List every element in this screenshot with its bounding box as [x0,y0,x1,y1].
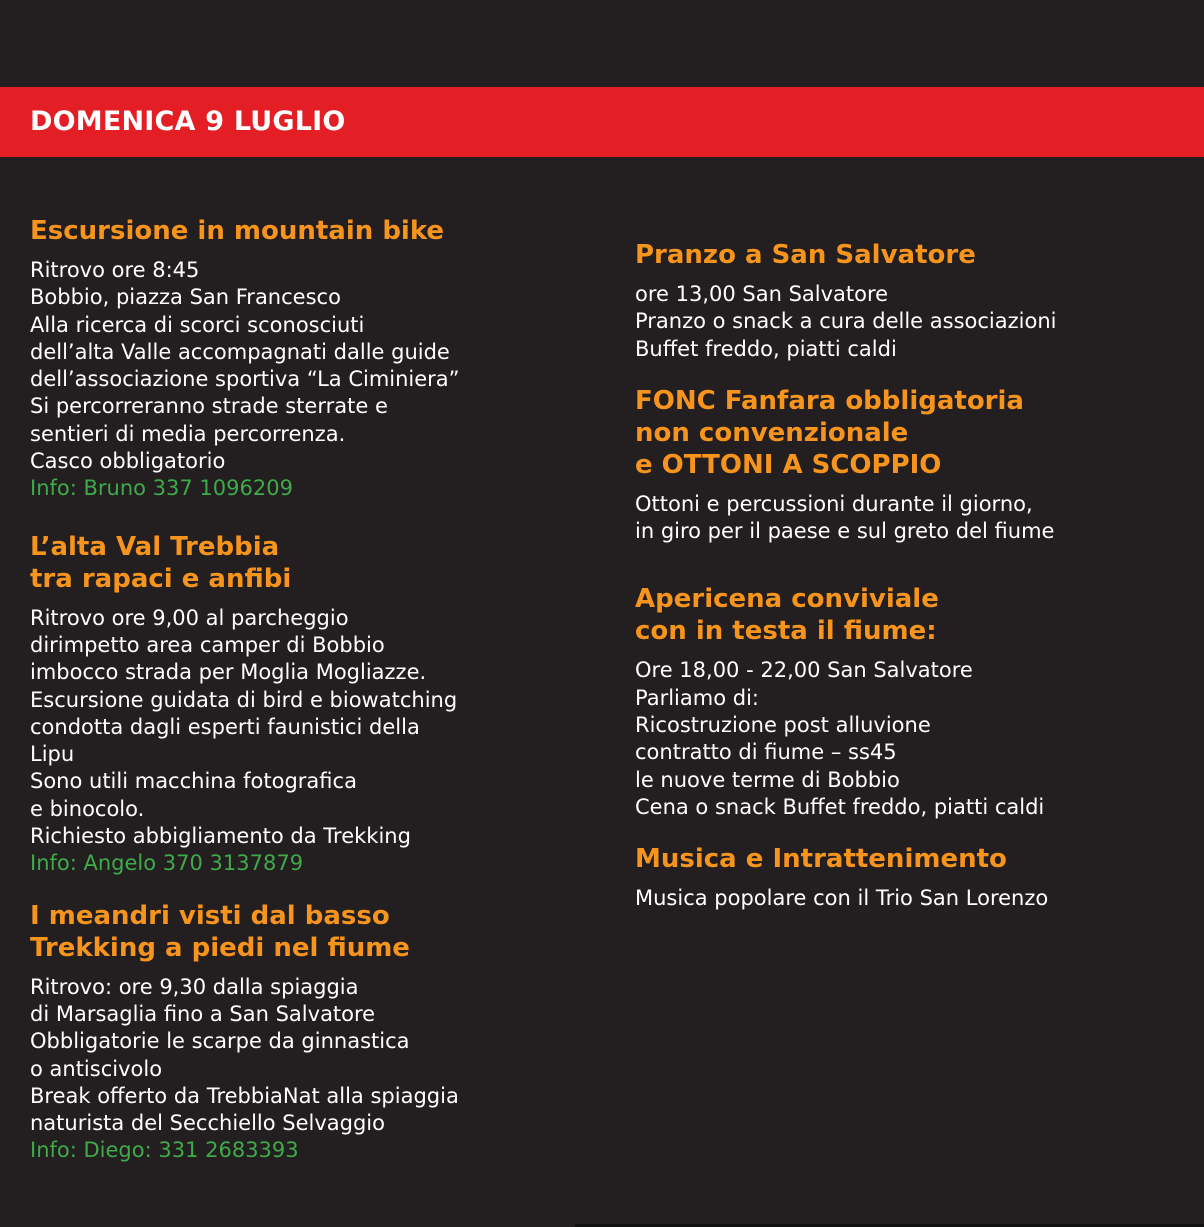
event-title-line: Musica e Intrattenimento [635,844,1007,875]
event-line: sentieri di media percorrenza. [30,421,346,446]
event-title-line: e OTTONI A SCOPPIO [635,449,942,480]
event-title-line: Trekking a piedi nel fiume [30,932,410,963]
event-title-line: Pranzo a San Salvatore [635,240,976,270]
page-title: DOMENICA 9 LUGLIO [30,106,346,137]
event-line: Pranzo o snack a cura delle associazioni [635,309,1057,334]
event-line: Ritrovo: ore 9,30 dalla spiaggia [30,974,359,999]
date-banner [0,87,1204,157]
event-title-line: non convenzionale [635,417,909,448]
event-line: Ore 18,00 - 22,00 San Salvatore [635,658,973,683]
event-apericena [635,583,1195,821]
event-description [635,657,1195,821]
event-title-line: L’alta Val Trebbia [30,531,280,562]
event-info-contact: Info: Diego: 331 2683393 [30,1138,299,1163]
event-title-line: I meandri visti dal basso [30,900,390,931]
left-column [30,215,590,1165]
event-line: le nuove terme di Bobbio [635,767,900,792]
event-line: contratto di fiume – ss45 [635,740,897,765]
event-line: Alla ricerca di scorci sconosciuti [30,312,365,337]
event-description [635,491,1195,546]
event-description [30,605,590,878]
event-line: Parliamo di: [635,685,759,710]
event-line: dell’associazione sportiva “La Ciminiera” [30,367,460,392]
event-line: e binocolo. [30,796,145,821]
event-line: Ritrovo ore 8:45 [30,258,200,282]
event-title [635,583,1195,647]
event-description [635,885,1195,912]
event-line: imbocco strada per Moglia Mogliazze. [30,660,427,685]
event-description [30,257,590,503]
event-line: Break offerto da TrebbiaNat alla spiaggia [30,1083,459,1108]
event-title [30,215,590,247]
event-line: Si percorreranno strade sterrate e [30,394,388,419]
event-title [635,239,1195,271]
event-info-contact: Info: Bruno 337 1096209 [30,476,293,501]
event-line: Bobbio, piazza San Francesco [30,285,341,310]
event-line: in giro per il paese e sul greto del fiume [635,519,1055,544]
event-fanfara [635,385,1195,546]
event-title-line: Apericena conviviale [635,584,939,615]
event-line: condotta dagli esperti faunistici della [30,714,420,739]
event-line: Lipu [30,742,75,767]
event-line: di Marsaglia fino a San Salvatore [30,1001,376,1026]
event-line: Ricostruzione post alluvione [635,713,931,738]
event-val-trebbia [30,531,590,878]
event-title [30,531,590,595]
event-line: dell’alta Valle accompagnati dalle guide [30,339,450,364]
event-musica [635,843,1195,912]
event-meandri [30,900,590,1165]
event-line: Ottoni e percussioni durante il giorno, [635,491,1033,516]
event-title-line: FONC Fanfara obbligatoria [635,385,1024,416]
event-title-line: Escursione in mountain bike [30,216,445,246]
event-title-line: con in testa il fiume: [635,616,937,647]
event-mountain-bike [30,215,590,503]
event-info-contact: Info: Angelo 370 3137879 [30,851,304,876]
event-line: dirimpetto area camper di Bobbio [30,632,385,657]
event-line: Buffet freddo, piatti caldi [635,336,897,361]
event-line: Sono utili macchina fotografica [30,769,357,794]
event-title [635,843,1195,875]
event-line: Cena o snack Buffet freddo, piatti caldi [635,794,1045,819]
event-line: Escursione guidata di bird e biowatching [30,687,458,712]
right-column [635,239,1195,913]
event-description [635,281,1195,363]
event-line: o antiscivolo [30,1056,163,1081]
event-line: Casco obbligatorio [30,449,226,474]
event-line: Musica popolare con il Trio San Lorenzo [635,886,1049,911]
event-line: naturista del Secchiello Selvaggio [30,1111,385,1136]
event-description [30,974,590,1165]
event-title [635,385,1195,481]
event-title [30,900,590,964]
event-line: Obbligatorie le scarpe da ginnastica [30,1029,410,1054]
event-title-line: tra rapaci e anfibi [30,563,292,594]
event-line: Richiesto abbigliamento da Trekking [30,824,411,849]
event-pranzo [635,239,1195,363]
event-line: Ritrovo ore 9,00 al parcheggio [30,605,349,630]
event-line: ore 13,00 San Salvatore [635,282,889,306]
